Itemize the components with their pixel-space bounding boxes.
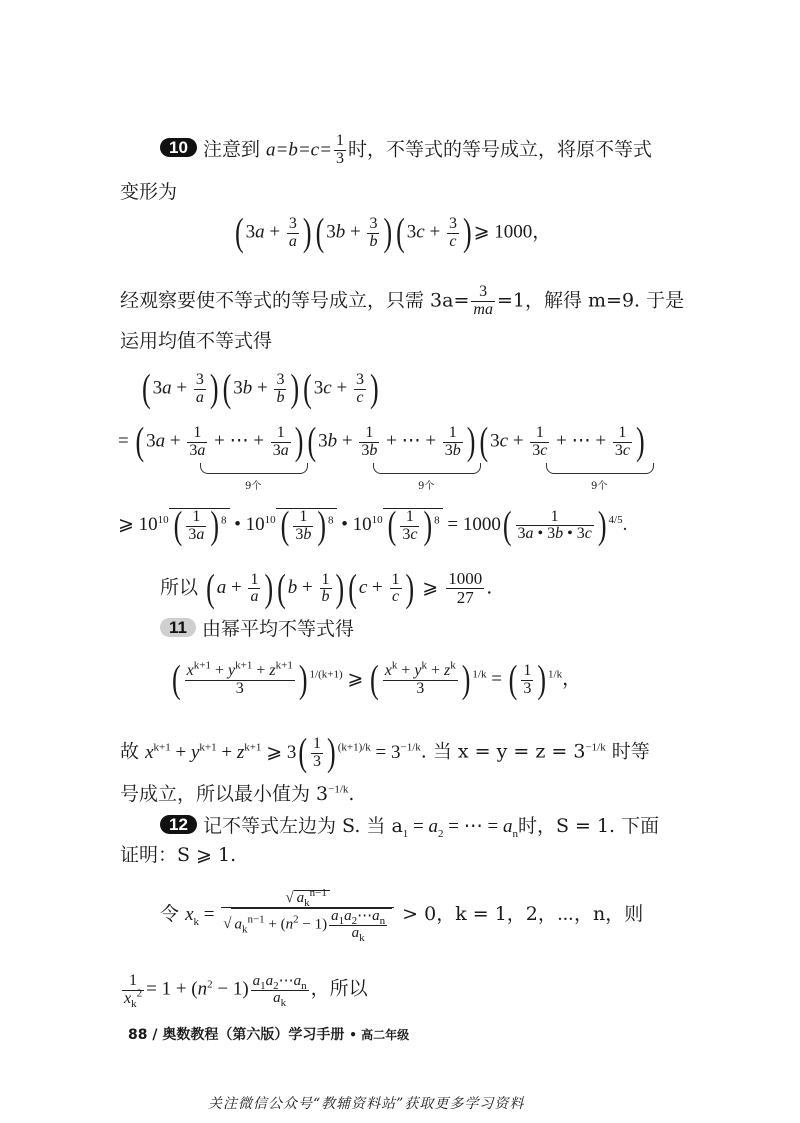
p10-observation: 经观察要使不等式的等号成立，只需 3a= $\frac{3}{ma}$ =1，解得 m=9. 于是 [120,283,685,318]
p11-power-mean: ( $\frac{x^{k+1} + y^{k+1} + z^{k+1}}{3}$ ) $^{1/(k+1)}$ ⩾ ( $\frac{x^k + y^k + z^k}{3}$ ) $^{1/k}$ = ( $\frac{1}{3}$ ) $^{1/k}$， [172,657,582,702]
p10-amgm-bound: ⩾ $10^{10}$ ( $\frac{1}{3a}$ ) $^8$ • $10^{10}$ ( $\frac{1}{3b}$ ) $^8$ • $10^{10}$ ( $\frac{1}{3c}$ ) $^8$ = 1000( $\frac{1}{3a • 3b • 3c}$ ) $^{4/5}$. [118,503,628,548]
p10-amgm-expansion: = ( 3a + $\frac{1}{3a}$ + ⋯ + $\frac{1}{3a}$ ) ( 3b + $\frac{1}{3b}$ + ⋯ + $\frac{1}{3b}$ ) ( 3c + $\frac{1}{3c}$ + ⋯ + $\frac{1}{3c}$ ) [118,419,645,464]
p10-condition: a=b=c= [266,139,332,161]
p10-amgm-lhs: ( 3a + $\frac{3}{a}$ ) ( 3b + $\frac{3}{b}$ ) ( 3c + $\frac{3}{c}$ ) [142,366,379,411]
problem-10-heading: 10 注意到 a=b=c= $\frac{1}{3}$ 时，不等式的等号成立，将原不等式 [160,133,652,168]
problem-12-heading: 12 记不等式左边为 S. 当 $a_1 = a_2$ = ⋯ = $a_n$时，S = 1. 下面 [160,815,659,836]
p10-ineq-rhs: ⩾ 1000， [473,221,552,243]
problem-11-heading [160,618,354,639]
underbrace-a [200,463,308,474]
p10-result-den: 27 [446,588,484,607]
p11-conc-part4: 号成立，所以最小值为 3 [120,783,329,805]
watermark-text: 关注微信公众号“教辅资料站”获取更多学习资料 [208,1096,525,1112]
problem-number-badge: 12 [160,815,197,834]
p12-condition: > 0，k = 1，2，⋯，n，则 [402,902,644,925]
p11-text: 由幂平均不等式得 [202,618,355,640]
p11-conclusion: 故 $x^{k+1} + y^{k+1} + z^{k+1}$ ⩾ 3( $\frac{1}{3}$ ) $^{(k+1)/k} = 3^{-1/k}$. 当 $x = y = z = 3^{-1/k}$ 时等 [120,730,650,775]
p10-line-2: 变形为 [120,181,178,203]
underbrace-label-b: 9个 [418,481,435,492]
p10-obs-part2: =1，解得 m=9. 于是 [496,289,685,312]
page-footer [128,1024,409,1044]
underbrace-label-a: 9个 [245,481,262,492]
page-number: 88 [128,1027,148,1043]
p10-obs-part1: 经观察要使不等式的等号成立，只需 3a= [120,289,470,312]
p10-result: 所以 ( a + $\frac{1}{a}$ ) ( b + $\frac{1}{b}$ ) ( c + $\frac{1}{c}$ ) ⩾ $\frac{1000}{27}$ . [160,566,493,610]
p12-reciprocal: $\frac{1}{x_k^2}$ = $1 + (n^2 - 1)$ $\frac{a_1a_2\cdots a_n}{a_k}$ ，所以 [124,972,368,1010]
p12-text-part2: 时，S = 1. 下面 [517,815,660,837]
p12-so: ，所以 [310,977,368,1000]
p11-minimum: 号成立，所以最小值为 $3^{-1/k}$. [120,783,355,805]
p12-text-part1: 记不等式左边为 S. 当 a [202,815,403,837]
book-title: / 奥数教程（第六版）学习手册 [152,1027,345,1043]
problem-number-badge: 11 [160,618,196,637]
p12-substitution: 令 $x_k$ = √ $a_k^{n-1}$ √ $a_k^{n-1} + (n^2 - 1)$ $\frac{a_1a_2\cdots a_n}{a_k}$ > 0，k = 1，2，⋯，n，则 [160,887,644,944]
p10-transformed-inequality: ( 3a + $\frac{3}{a}$ ) ( 3b + $\frac{3}{b}$ ) ( 3c + $\frac{3}{c}$ ) ⩾ 1000， [235,210,552,255]
p12-let: 令 [160,902,180,925]
p10-result-ineq: ⩾ [422,576,439,599]
p10-intro: 注意到 [202,138,260,161]
p11-conc-part2: . 当 x = y = z = 3 [420,740,586,763]
p10-result-num: 1000 [448,569,483,588]
p10-after-condition: 时，不等式的等号成立，将原不等式 [347,138,652,161]
underbrace-c [546,463,654,474]
p11-conc-part5: . [348,783,355,805]
underbrace-b [373,463,481,474]
grade-label: • 高二年级 [349,1028,410,1042]
p10-result-prefix: 所以 [160,576,199,599]
p10-obs-line-3: 运用均值不等式得 [120,330,273,352]
p11-conc-part3: 时等 [611,740,650,763]
p12-claim: 证明：S ⩾ 1. [120,844,237,866]
underbrace-label-c: 9个 [591,481,608,492]
problem-number-badge: 10 [160,138,197,157]
p11-conc-part1: 故 [120,740,140,763]
